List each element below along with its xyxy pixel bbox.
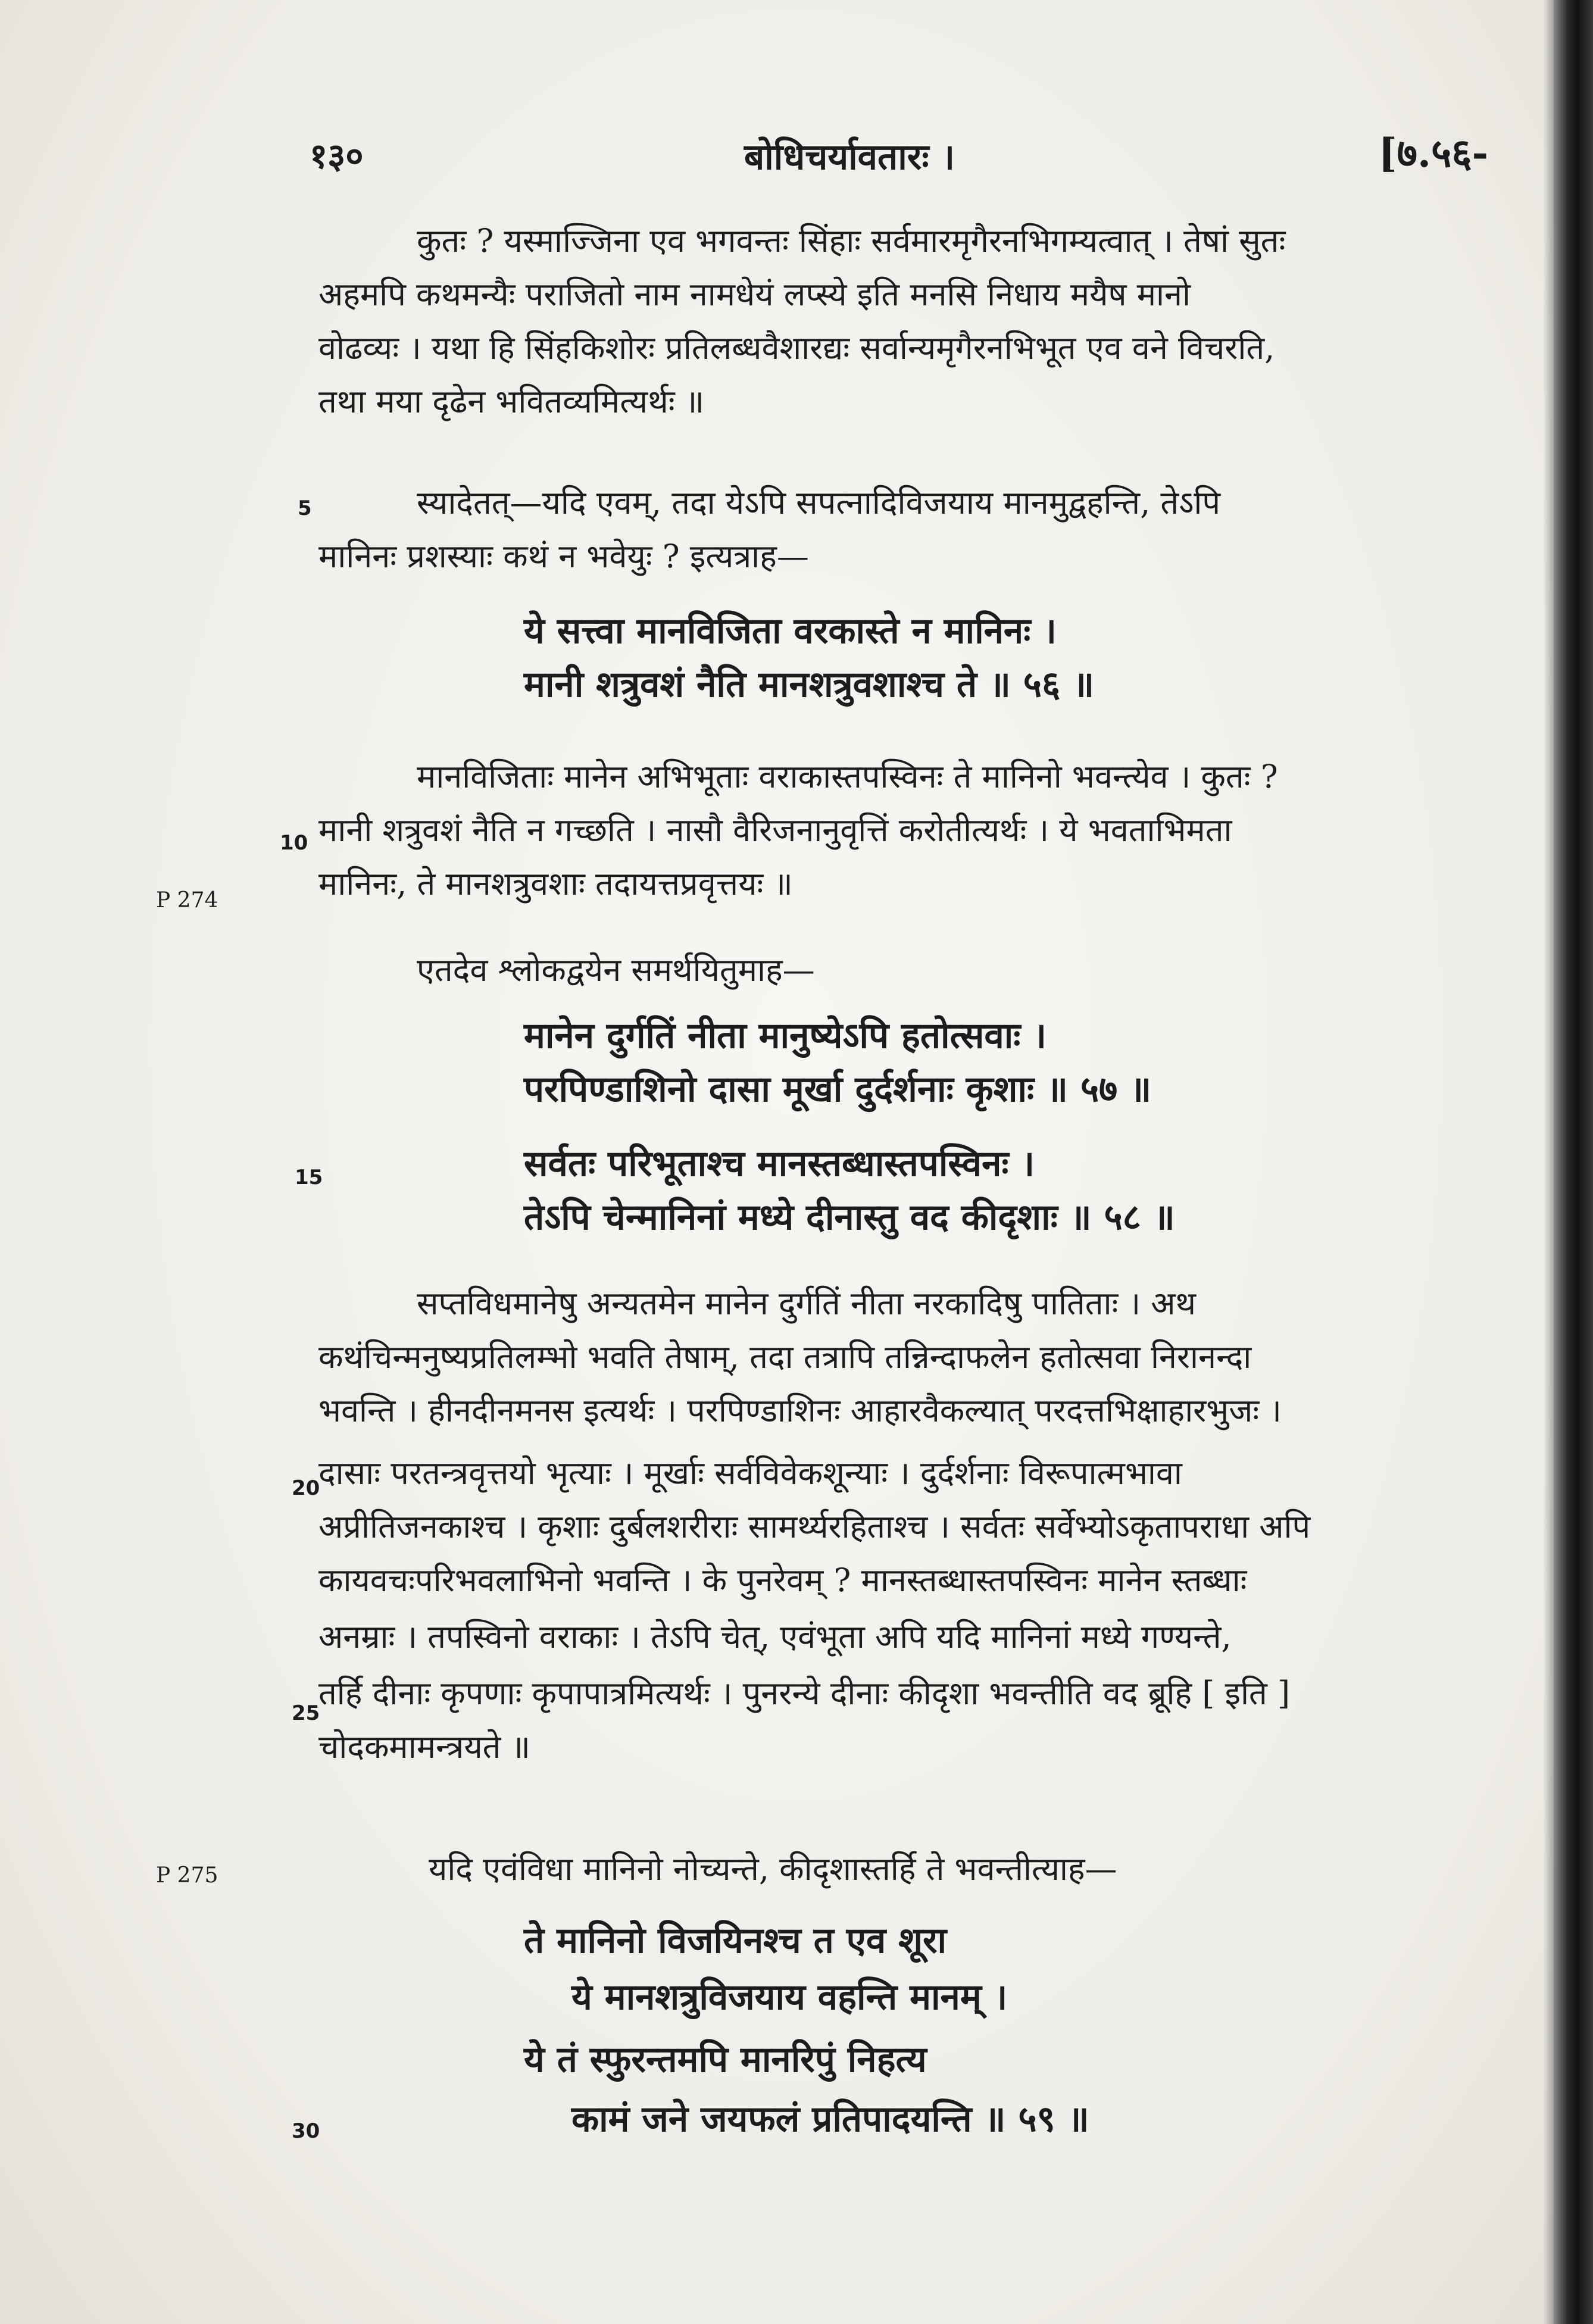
text-line-1: कुतः ? यस्माज्जिना एव भगवन्तः सिंहाः सर्वमारमृगैरनभिगम्यत्वात् । तेषां सुतः (417, 222, 1286, 260)
text-line-19: भवन्ति । हीनदीनमनस इत्यर्थः । परपिण्डाशिनः आहारवैकल्यात् परदत्तभिक्षाहारभुजः । (318, 1392, 1282, 1429)
line-number-5: 5 (298, 496, 312, 520)
verse-59-line-4: कामं जने जयफलं प्रतिपादयन्ति ॥ ५९ ॥ (571, 2098, 1089, 2140)
line-number-25: 25 (292, 1701, 320, 1725)
verse-56-line-1: ये सत्त्वा मानविजिता वरकास्ते न मानिनः । (524, 610, 1057, 652)
text-line-9: मानविजिताः मानेन अभिभूताः वराकास्तपस्विनः ते मानिनो भवन्त्येव । कुतः ? (417, 758, 1278, 795)
text-line-4: तथा मया दृढेन भवितव्यमित्यर्थः ॥ (318, 383, 705, 420)
text-line-2: अहमपि कथमन्यैः पराजितो नाम नामधेयं लप्स्ये इति मनसि निधाय मयैष मानो (318, 276, 1191, 313)
verse-59-line-2: ये मानशत्रुविजयाय वहन्ति मानम् । (571, 1976, 1008, 2018)
margin-ref-p275: P 275 (156, 1863, 218, 1888)
verse-59-line-3: ये तं स्फुरन्तमपि मानरिपुं निहत्य (524, 2039, 927, 2081)
text-line-20: दासाः परतन्त्रवृत्तयो भृत्याः । मूर्खाः सर्वविवेकशून्याः । दुर्दर्शनाः विरूपात्मभावा (318, 1454, 1182, 1492)
verse-58-line-1: सर्वतः परिभूताश्च मानस्तब्धास्तपस्विनः । (524, 1143, 1035, 1185)
margin-ref-p274: P 274 (156, 888, 218, 913)
text-line-10: मानी शत्रुवशं नैति न गच्छति । नासौ वैरिजनानुवृत्तिं करोतीत्यर्थः । ये भवताभिमता (318, 811, 1232, 849)
running-title: बोधिचर्यावतारः । (744, 136, 955, 178)
text-line-12: एतदेव श्लोकद्वयेन समर्थयितुमाह— (417, 951, 815, 989)
verse-58-line-2: तेऽपि चेन्मानिनां मध्ये दीनास्तु वद कीदृशाः ॥ ५८ ॥ (524, 1197, 1175, 1238)
line-number-15: 15 (295, 1166, 323, 1189)
verse-56-line-2: मानी शत्रुवशं नैति मानशत्रुवशाश्च ते ॥ ५६ ॥ (524, 664, 1095, 705)
verse-reference: [७.५६- (1378, 130, 1488, 176)
verse-59-line-1: ते मानिनो विजयिनश्च त एव शूरा (524, 1920, 947, 1961)
text-line-5: स्यादेतत्—यदि एवम्, तदा येऽपि सपत्नादिविजयाय मानमुद्वहन्ति, तेऽपि (417, 484, 1221, 521)
line-number-30: 30 (292, 2119, 320, 2143)
text-line-17: सप्तविधमानेषु अन्यतमेन मानेन दुर्गतिं नीता नरकादिषु पातिताः । अथ (417, 1285, 1196, 1322)
text-line-25: चोदकमामन्त्रयते ॥ (318, 1728, 530, 1766)
page-header (310, 125, 1488, 190)
text-line-24: तर्हि दीनाः कृपणाः कृपापात्रमित्यर्थः । पुनरन्ये दीनाः कीदृशा भवन्तीति वद ब्रूहि [ इति ] (318, 1675, 1291, 1712)
binding-shadow (1543, 0, 1554, 2324)
text-line-6: मानिनः प्रशस्याः कथं न भवेयुः ? इत्यत्राह— (318, 538, 809, 575)
text-line-21: अप्रीतिजनकाश्च । कृशाः दुर्बलशरीराः सामर्थ्यरहिताश्च । सर्वतः सर्वेभ्योऽकृतापराधा अपि (318, 1508, 1311, 1545)
text-line-23: अनम्राः । तपस्विनो वराकाः । तेऽपि चेत्, एवंभूता अपि यदि मानिनां मध्ये गण्यन्ते, (318, 1618, 1232, 1655)
book-binding (1554, 0, 1593, 2324)
text-line-3: वोढव्यः । यथा हि सिंहकिशोरः प्रतिलब्धवैशारद्यः सर्वान्यमृगैरनभिभूत एव वने विचरति, (318, 329, 1275, 367)
line-number-20: 20 (292, 1476, 320, 1500)
text-line-18: कथंचिन्मनुष्यप्रतिलम्भो भवति तेषाम्, तदा तत्रापि तन्निन्दाफलेन हतोत्सवा निरानन्दा (318, 1338, 1252, 1376)
line-number-10: 10 (280, 831, 308, 855)
page-number: १३० (310, 136, 364, 176)
verse-57-line-1: मानेन दुर्गतिं नीता मानुष्येऽपि हतोत्सवाः । (524, 1015, 1047, 1057)
text-line-26: यदि एवंविधा मानिनो नोच्यन्ते, कीदृशास्तर्हि ते भवन्तीत्याह— (429, 1850, 1117, 1888)
verse-57-line-2: परपिण्डाशिनो दासा मूर्खा दुर्दर्शनाः कृशाः ॥ ५७ ॥ (524, 1069, 1152, 1110)
text-line-11: मानिनः, ते मानशत्रुवशाः तदायत्तप्रवृत्तयः ॥ (318, 865, 793, 902)
text-line-22: कायवचःपरिभवलाभिनो भवन्ति । के पुनरेवम् ? मानस्तब्धास्तपस्विनः मानेन स्तब्धाः (318, 1561, 1247, 1599)
